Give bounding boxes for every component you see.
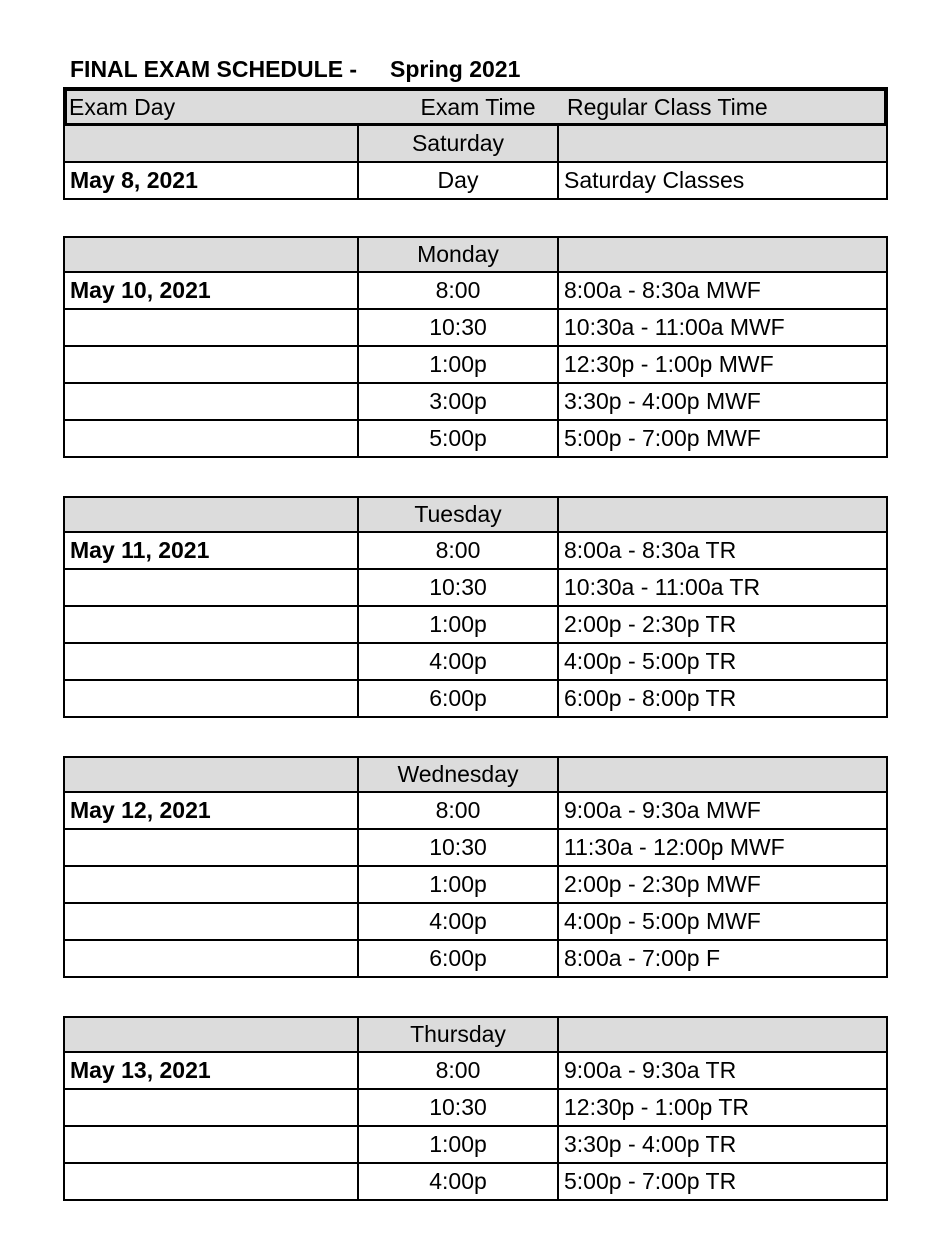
exam-time: 10:30 bbox=[359, 570, 559, 605]
regular-class-time: 3:30p - 4:00p MWF bbox=[564, 388, 761, 414]
exam-time: 10:30 bbox=[359, 830, 559, 865]
regular-class-time: 9:00a - 9:30a TR bbox=[564, 1057, 737, 1083]
exam-time: 8:00 bbox=[359, 793, 559, 828]
table-row bbox=[63, 941, 888, 978]
regular-class-time: 8:00a - 8:30a MWF bbox=[564, 277, 761, 303]
exam-time: 8:00 bbox=[359, 273, 559, 308]
exam-time: 1:00p bbox=[359, 607, 559, 642]
exam-date bbox=[65, 1090, 359, 1125]
exam-date bbox=[65, 904, 359, 939]
regular-class-time: 10:30a - 11:00a TR bbox=[564, 574, 761, 600]
weekday-row bbox=[63, 496, 888, 533]
table-row bbox=[63, 644, 888, 681]
weekday-label: Tuesday bbox=[359, 498, 559, 531]
exam-date bbox=[65, 1164, 359, 1199]
regular-class-time: 2:00p - 2:30p TR bbox=[564, 611, 737, 637]
table-row bbox=[63, 681, 888, 718]
exam-time: 3:00p bbox=[359, 384, 559, 419]
regular-class-time: 8:00a - 8:30a TR bbox=[564, 537, 737, 563]
regular-class-time: 6:00p - 8:00p TR bbox=[564, 685, 737, 711]
exam-date bbox=[65, 1127, 359, 1162]
exam-date bbox=[65, 570, 359, 605]
schedule-block-wednesday bbox=[63, 756, 888, 978]
regular-class-time: 5:00p - 7:00p MWF bbox=[564, 425, 761, 451]
regular-class-time: 12:30p - 1:00p MWF bbox=[564, 351, 774, 377]
exam-date bbox=[65, 867, 359, 902]
weekday-label: Wednesday bbox=[359, 758, 559, 791]
schedule-block-tuesday bbox=[63, 496, 888, 718]
exam-date bbox=[65, 830, 359, 865]
exam-time: 10:30 bbox=[359, 1090, 559, 1125]
header-exam-day: Exam Day bbox=[69, 93, 176, 120]
schedule-block-monday bbox=[63, 236, 888, 458]
table-row bbox=[63, 570, 888, 607]
table-row bbox=[63, 1164, 888, 1201]
table-row bbox=[63, 904, 888, 941]
header-exam-time: Exam Time bbox=[420, 93, 536, 120]
exam-time: 4:00p bbox=[359, 644, 559, 679]
semester-title: Spring 2021 bbox=[390, 56, 521, 82]
exam-time: 8:00 bbox=[359, 533, 559, 568]
exam-time: 8:00 bbox=[359, 1053, 559, 1088]
weekday-row bbox=[63, 1016, 888, 1053]
exam-time: 6:00p bbox=[359, 681, 559, 716]
weekday-row bbox=[63, 756, 888, 793]
exam-date: May 11, 2021 bbox=[65, 533, 359, 568]
table-row bbox=[63, 384, 888, 421]
weekday-label: Saturday bbox=[359, 126, 559, 161]
table-header bbox=[63, 87, 888, 127]
table-row bbox=[63, 163, 888, 200]
schedule-block-thursday bbox=[63, 1016, 888, 1201]
exam-time: 5:00p bbox=[359, 421, 559, 456]
table-row bbox=[63, 1127, 888, 1164]
exam-date bbox=[65, 607, 359, 642]
header-regular-class-time: Regular Class Time bbox=[567, 93, 768, 120]
exam-date: May 13, 2021 bbox=[65, 1053, 359, 1088]
regular-class-time: 2:00p - 2:30p MWF bbox=[564, 871, 761, 897]
regular-class-time: 8:00a - 7:00p F bbox=[564, 945, 720, 971]
page-title: FINAL EXAM SCHEDULE - bbox=[70, 56, 358, 82]
table-row bbox=[63, 310, 888, 347]
weekday-row bbox=[63, 126, 888, 163]
regular-class-time: Saturday Classes bbox=[564, 167, 745, 193]
table-row bbox=[63, 607, 888, 644]
regular-class-time: 10:30a - 11:00a MWF bbox=[564, 314, 785, 340]
exam-date bbox=[65, 644, 359, 679]
regular-class-time: 5:00p - 7:00p TR bbox=[564, 1168, 737, 1194]
table-row bbox=[63, 421, 888, 458]
regular-class-time: 3:30p - 4:00p TR bbox=[564, 1131, 737, 1157]
exam-date bbox=[65, 421, 359, 456]
regular-class-time: 9:00a - 9:30a MWF bbox=[564, 797, 761, 823]
weekday-row bbox=[63, 236, 888, 273]
table-row bbox=[63, 347, 888, 384]
regular-class-time: 11:30a - 12:00p MWF bbox=[564, 834, 785, 860]
exam-date bbox=[65, 347, 359, 382]
table-row bbox=[63, 867, 888, 904]
exam-time: 1:00p bbox=[359, 867, 559, 902]
weekday-label: Thursday bbox=[359, 1018, 559, 1051]
exam-date bbox=[65, 310, 359, 345]
exam-date bbox=[65, 384, 359, 419]
exam-date bbox=[65, 681, 359, 716]
regular-class-time: 4:00p - 5:00p TR bbox=[564, 648, 737, 674]
schedule-block-saturday bbox=[63, 126, 888, 200]
regular-class-time: 12:30p - 1:00p TR bbox=[564, 1094, 749, 1120]
exam-time: 4:00p bbox=[359, 1164, 559, 1199]
table-row bbox=[63, 830, 888, 867]
exam-date: May 10, 2021 bbox=[65, 273, 359, 308]
table-row bbox=[63, 1053, 888, 1090]
exam-time: Day bbox=[359, 163, 559, 198]
exam-time: 1:00p bbox=[359, 347, 559, 382]
exam-time: 10:30 bbox=[359, 310, 559, 345]
table-row bbox=[63, 793, 888, 830]
table-row bbox=[63, 273, 888, 310]
regular-class-time: 4:00p - 5:00p MWF bbox=[564, 908, 761, 934]
exam-time: 4:00p bbox=[359, 904, 559, 939]
exam-time: 1:00p bbox=[359, 1127, 559, 1162]
table-row bbox=[63, 1090, 888, 1127]
exam-date bbox=[65, 941, 359, 976]
exam-date: May 12, 2021 bbox=[65, 793, 359, 828]
weekday-label: Monday bbox=[359, 238, 559, 271]
exam-time: 6:00p bbox=[359, 941, 559, 976]
table-row bbox=[63, 533, 888, 570]
exam-date: May 8, 2021 bbox=[65, 163, 359, 198]
